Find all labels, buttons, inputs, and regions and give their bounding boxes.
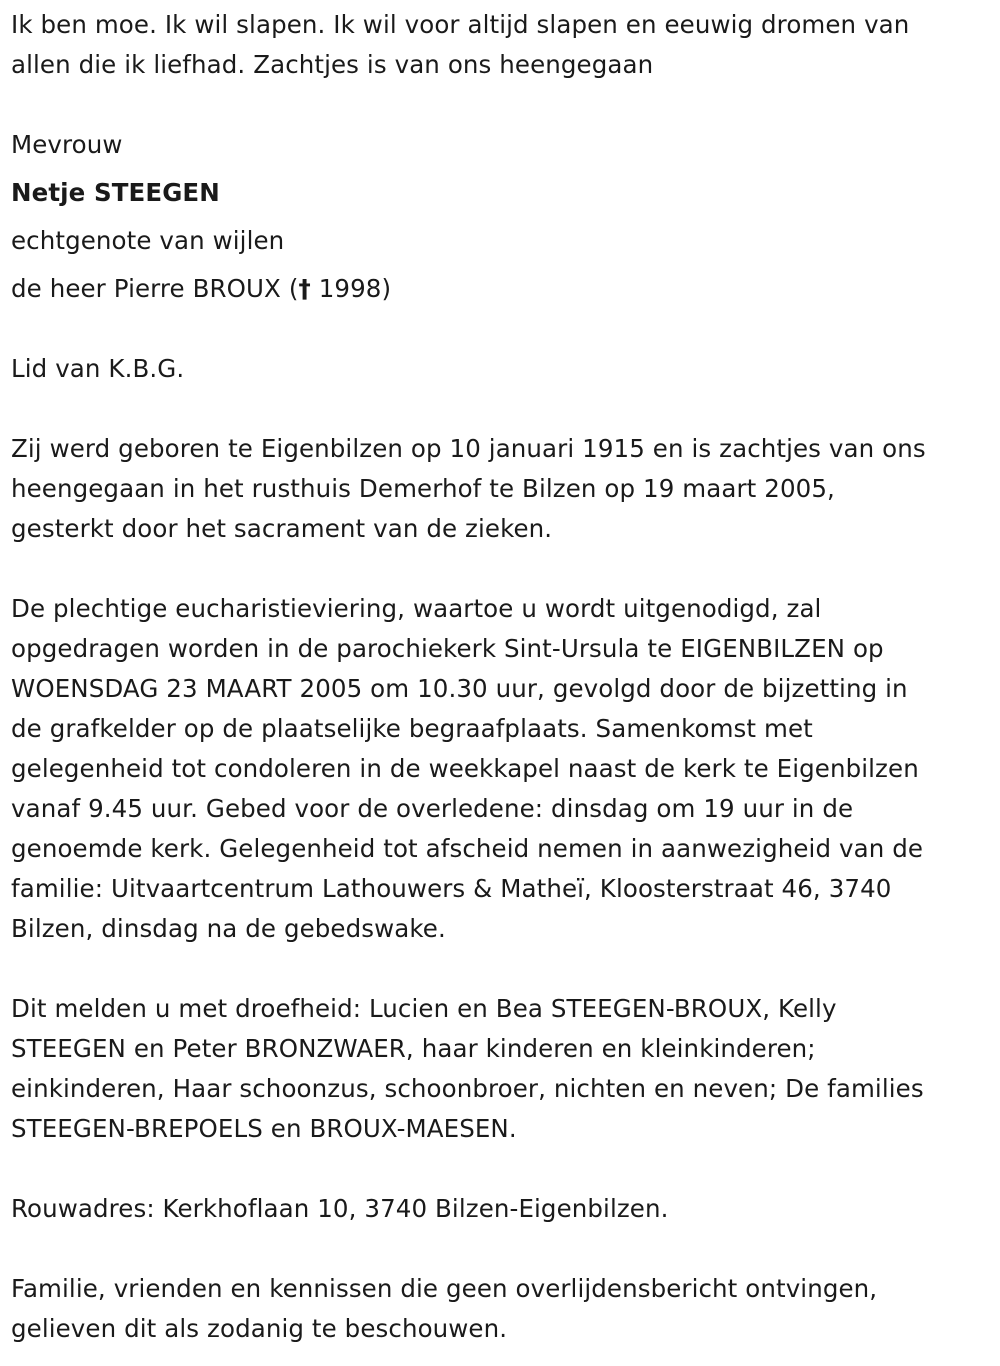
birth-death-line: gesterkt door het sacrament van de zieken. — [11, 514, 553, 543]
spouse-line — [11, 269, 989, 309]
birth-death-line: heengegaan in het rusthuis Demerhof te Bilzen op 19 maart 2005, — [11, 474, 835, 503]
spouse-suffix: 1998) — [310, 274, 392, 303]
opening-line: allen die ik liefhad. Zachtjes is van ons heengegaan — [11, 50, 654, 79]
birth-death-block — [11, 429, 989, 549]
ceremony-line: De plechtige eucharistieviering, waartoe u wordt uitgenodigd, zal — [11, 594, 822, 623]
family-block — [11, 989, 989, 1149]
family-line: Dit melden u met droefheid: Lucien en Bea STEEGEN-BROUX, Kelly — [11, 994, 837, 1023]
birth-death-line: Zij werd geboren te Eigenbilzen op 10 januari 1915 en is zachtjes van ons — [11, 434, 926, 463]
family-line: STEEGEN en Peter BRONZWAER, haar kinderen en kleinkinderen; — [11, 1034, 816, 1063]
family-line: STEEGEN-BREPOELS en BROUX-MAESEN. — [11, 1114, 517, 1143]
spouse-prefix: de heer Pierre BROUX ( — [11, 274, 299, 303]
ceremony-line: gelegenheid tot condoleren in de weekkapel naast de kerk te Eigenbilzen — [11, 754, 919, 783]
ceremony-block — [11, 589, 989, 949]
obituary-document — [11, 5, 989, 1349]
ceremony-line: vanaf 9.45 uur. Gebed voor de overledene: dinsdag om 19 uur in de — [11, 794, 854, 823]
address-block — [11, 1189, 989, 1229]
membership-line: Lid van K.B.G. — [11, 354, 185, 383]
ceremony-line: familie: Uitvaartcentrum Lathouwers & Matheï, Kloosterstraat 46, 3740 — [11, 874, 892, 903]
ceremony-line: genoemde kerk. Gelegenheid tot afscheid nemen in aanwezigheid van de — [11, 834, 924, 863]
deceased-info — [11, 125, 989, 309]
cross-icon: † — [298, 274, 311, 303]
deceased-title: Mevrouw — [11, 130, 123, 159]
address-line: Rouwadres: Kerkhoflaan 10, 3740 Bilzen-Eigenbilzen. — [11, 1194, 669, 1223]
ceremony-line: Bilzen, dinsdag na de gebedswake. — [11, 914, 446, 943]
closing-block — [11, 1269, 989, 1349]
ceremony-line: opgedragen worden in de parochiekerk Sint-Ursula te EIGENBILZEN op — [11, 634, 884, 663]
deceased-name-wrap — [11, 173, 989, 213]
family-line: einkinderen, Haar schoonzus, schoonbroer, nichten en neven; De families — [11, 1074, 924, 1103]
ceremony-line: WOENSDAG 23 MAART 2005 om 10.30 uur, gevolgd door de bijzetting in — [11, 674, 908, 703]
closing-line: Familie, vrienden en kennissen die geen overlijdensbericht ontvingen, — [11, 1274, 878, 1303]
deceased-name: Netje STEEGEN — [11, 178, 220, 207]
deceased-relation: echtgenote van wijlen — [11, 226, 285, 255]
opening-verse — [11, 5, 989, 85]
membership-block — [11, 349, 989, 389]
closing-line: gelieven dit als zodanig te beschouwen. — [11, 1314, 508, 1343]
ceremony-line: de grafkelder op de plaatselijke begraafplaats. Samenkomst met — [11, 714, 813, 743]
opening-line: Ik ben moe. Ik wil slapen. Ik wil voor altijd slapen en eeuwig dromen van — [11, 10, 910, 39]
